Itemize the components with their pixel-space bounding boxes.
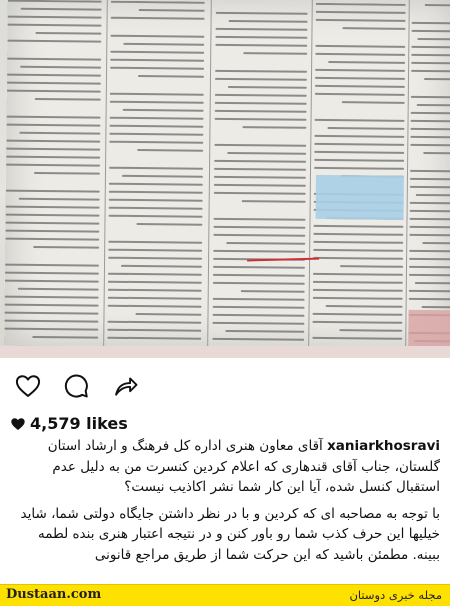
newspaper-text-line: [110, 59, 204, 62]
newspaper-text-line: [5, 264, 99, 267]
newspaper-text-line: [315, 119, 405, 122]
newspaper-text-line: [18, 288, 99, 291]
newspaper-text-line: [215, 70, 307, 73]
newspaper-text-line: [315, 85, 405, 88]
newspaper-text-line: [215, 94, 307, 97]
newspaper-text-line: [315, 53, 405, 56]
heart-outline-icon: [14, 372, 42, 400]
newspaper-text-line: [110, 35, 204, 38]
newspaper-text-line: [111, 1, 205, 4]
newspaper-text-line: [422, 242, 450, 244]
newspaper-text-line: [33, 246, 99, 249]
newspaper-text-line: [108, 281, 202, 284]
newspaper-text-line: [313, 225, 403, 228]
newspaper-column: [212, 2, 308, 343]
newspaper-text-line: [410, 186, 450, 188]
newspaper-text-line: [340, 265, 403, 268]
caption-paragraph: [8, 436, 440, 498]
newspaper-text-line: [315, 77, 405, 80]
newspaper-text-line: [107, 329, 201, 332]
newspaper-text-line: [107, 337, 201, 340]
newspaper-column: [408, 4, 450, 344]
caption-text-2: با توجه به مصاحبه ای که کردین و با در نظر داشتن جایگاه دولتی شما، شاید خیلیها این حرف کذب شما رو باور کنن و در نتیجه اعتبار هنری بنده لطمه ببینه. مطمئن باشید که این حرکت شما از طریق مراجع قانونی: [20, 505, 440, 563]
newspaper-text-line: [6, 164, 100, 167]
newspaper-text-line: [411, 70, 450, 72]
newspaper-text-line: [312, 321, 402, 324]
newspaper-text-line: [409, 258, 450, 260]
newspaper-text-line: [108, 289, 202, 292]
newspaper-text-line: [7, 116, 101, 119]
newspaper-text-line: [316, 3, 406, 6]
newspaper-text-line: [215, 78, 307, 81]
newspaper-text-line: [5, 272, 99, 275]
newspaper-text-line: [410, 170, 450, 172]
newspaper-text-line: [410, 218, 450, 220]
newspaper-text-line: [6, 206, 100, 209]
newspaper-column: [312, 3, 406, 344]
newspaper-text-line: [213, 306, 305, 309]
newspaper-text-line: [6, 148, 100, 151]
newspaper-text-line: [411, 62, 450, 64]
newspaper-text-line: [122, 175, 203, 178]
newspaper-text-line: [240, 290, 304, 293]
newspaper-text-line: [108, 241, 202, 244]
newspaper-text-line: [7, 58, 101, 61]
newspaper-text-line: [6, 140, 100, 143]
newspaper-text-line: [212, 338, 304, 341]
newspaper-text-line: [107, 321, 201, 324]
newspaper-text-line: [110, 117, 204, 120]
newspaper-text-line: [313, 273, 403, 276]
newspaper-text-line: [410, 128, 450, 130]
newspaper-column: [107, 1, 205, 342]
newspaper-text-line: [214, 144, 306, 147]
newspaper-text-line: [123, 109, 204, 112]
newspaper-text-line: [409, 274, 450, 276]
newspaper-text-line: [411, 112, 450, 114]
newspaper-text-line: [228, 20, 307, 23]
column-divider: [207, 0, 212, 348]
newspaper-text-line: [8, 24, 102, 27]
newspaper-text-line: [109, 199, 203, 202]
newspaper-text-line: [423, 152, 450, 154]
newspaper-text-line: [137, 149, 203, 152]
newspaper-text-line: [410, 202, 450, 204]
newspaper-text-line: [109, 125, 203, 128]
newspaper-text-line: [409, 290, 450, 292]
newspaper-text-line: [418, 38, 450, 40]
newspaper-text-line: [213, 234, 305, 237]
newspaper-text-line: [214, 160, 306, 163]
newspaper-text-line: [215, 110, 307, 113]
newspaper-text-line: [215, 102, 307, 105]
newspaper-text-line: [339, 329, 402, 332]
newspaper-text-line: [411, 96, 450, 98]
newspaper-text-line: [212, 322, 304, 325]
newspaper-text-line: [110, 93, 204, 96]
newspaper-text-line: [411, 120, 450, 122]
newspaper-paragraph-gap: [411, 86, 450, 96]
newspaper-text-line: [123, 43, 204, 46]
newspaper-text-line: [35, 98, 101, 101]
newspaper-text-line: [313, 257, 403, 260]
newspaper-text-line: [8, 0, 102, 3]
newspaper-text-line: [216, 12, 308, 15]
newspaper-text-line: [314, 135, 404, 138]
newspaper-text-line: [5, 222, 99, 225]
newspaper-text-line: [5, 312, 99, 315]
newspaper-text-line: [415, 282, 450, 284]
newspaper-text-line: [241, 200, 305, 203]
newspaper-text-line: [409, 298, 450, 300]
newspaper-text-line: [108, 305, 202, 308]
newspaper-text-line: [109, 183, 203, 186]
newspaper-text-line: [410, 178, 450, 180]
newspaper-highlight-box: [316, 175, 404, 220]
newspaper-text-line: [424, 78, 450, 80]
newspaper-text-line: [313, 313, 403, 316]
newspaper-text-line: [325, 305, 402, 308]
newspaper-text-line: [109, 167, 203, 170]
newspaper-text-line: [6, 156, 100, 159]
share-button[interactable]: [112, 372, 140, 400]
newspaper-text-line: [242, 126, 306, 129]
newspaper-paragraph-gap: [410, 160, 450, 170]
newspaper-text-line: [213, 250, 305, 253]
newspaper-text-line: [215, 28, 307, 31]
post-caption: [8, 436, 440, 582]
newspaper-text-line: [215, 36, 307, 39]
newspaper-text-line: [214, 184, 306, 187]
newspaper-text-line: [20, 132, 101, 135]
newspaper-text-line: [316, 19, 406, 22]
newspaper-text-line: [410, 144, 450, 146]
newspaper-text-line: [8, 16, 102, 19]
newspaper-text-line: [34, 172, 100, 175]
newspaper-text-line: [5, 304, 99, 307]
newspaper-text-line: [4, 320, 98, 323]
newspaper-text-line: [5, 280, 99, 283]
watermark-site: Dustaan.com: [6, 587, 102, 602]
newspaper-text-line: [19, 198, 100, 201]
newspaper-text-line: [314, 143, 404, 146]
newspaper-text-line: [411, 46, 450, 48]
newspaper-text-line: [313, 233, 403, 236]
newspaper-text-line: [343, 27, 406, 30]
newspaper-text-line: [5, 230, 99, 233]
newspaper-text-line: [313, 281, 403, 284]
watermark-tagline: مجله خبری دوستان: [349, 588, 442, 602]
newspaper-text-line: [7, 74, 101, 77]
caption-text-1: آقای معاون هنری اداره کل فرهنگ و ارشاد استان گلستان، جناب آقای قندهاری که اعلام کردین کنسرت من به دلیل عدم استقبال کنسل شده، آیا این کار شما نشر اکاذیب نیست؟: [47, 438, 440, 495]
likes-row[interactable]: [0, 412, 450, 436]
newspaper-text-line: [409, 234, 450, 236]
newspaper-text-line: [136, 313, 202, 316]
newspaper-text-line: [213, 226, 305, 229]
newspaper-text-line: [4, 328, 98, 331]
newspaper-text-line: [108, 273, 202, 276]
newspaper-text-line: [20, 66, 101, 69]
newspaper-text-line: [214, 192, 306, 195]
newspaper-text-line: [110, 101, 204, 104]
newspaper-text-line: [411, 30, 450, 32]
newspaper-text-line: [314, 167, 404, 170]
newspaper-text-line: [410, 210, 450, 212]
newspaper-text-line: [109, 133, 203, 136]
newspaper-text-line: [215, 118, 307, 121]
newspaper-text-line: [6, 214, 100, 217]
comment-button[interactable]: [62, 372, 90, 400]
heart-filled-icon: [10, 416, 26, 432]
share-arrow-icon: [112, 372, 140, 400]
newspaper-text-line: [422, 306, 450, 308]
newspaper-text-line: [213, 266, 305, 269]
newspaper-text-line: [409, 226, 450, 228]
newspaper-text-line: [109, 141, 203, 144]
newspaper-text-line: [215, 44, 307, 47]
newspaper-text-line: [327, 127, 404, 130]
newspaper-text-line: [108, 297, 202, 300]
post-action-bar: [0, 358, 450, 412]
newspaper-text-line: [315, 45, 405, 48]
newspaper-text-line: [227, 152, 306, 155]
newspaper-text-line: [243, 52, 307, 55]
newspaper-text-line: [213, 274, 305, 277]
newspaper-text-line: [108, 249, 202, 252]
newspaper-text-line: [110, 67, 204, 70]
photo-bottom-strip: [0, 346, 450, 358]
newspaper-text-line: [412, 22, 450, 24]
newspaper-text-line: [5, 238, 99, 241]
newspaper-text-line: [315, 93, 405, 96]
newspaper-text-line: [109, 191, 203, 194]
newspaper-text-line: [417, 104, 450, 106]
likes-count: 4,579 likes: [30, 414, 128, 433]
newspaper-text-line: [213, 218, 305, 221]
newspaper-text-line: [32, 336, 98, 339]
newspaper-text-line: [138, 75, 204, 78]
like-button[interactable]: [14, 372, 42, 400]
newspaper-text-line: [36, 32, 102, 35]
newspaper-text-line: [110, 51, 204, 54]
newspaper-text-line: [313, 297, 403, 300]
newspaper-text-line: [214, 168, 306, 171]
newspaper-text-line: [411, 54, 450, 56]
newspaper-text-line: [7, 40, 101, 43]
newspaper-text-line: [342, 101, 405, 104]
newspaper-text-line: [228, 86, 307, 89]
newspaper-column: [4, 0, 102, 341]
newspaper-text-line: [111, 17, 205, 20]
newspaper-text-line: [213, 282, 305, 285]
newspaper-text-line: [137, 223, 203, 226]
newspaper-text-line: [314, 159, 404, 162]
newspaper-text-line: [316, 11, 406, 14]
newspaper-text-line: [313, 241, 403, 244]
speech-bubble-icon: [62, 372, 90, 400]
newspaper-text-line: [214, 176, 306, 179]
newspaper-text-line: [7, 82, 101, 85]
newspaper-text-line: [409, 266, 450, 268]
newspaper-text-line: [213, 298, 305, 301]
newspaper-text-line: [313, 289, 403, 292]
newspaper-text-line: [21, 8, 102, 11]
newspaper-text-line: [139, 9, 205, 12]
newspaper-text-line: [312, 337, 402, 340]
caption-paragraph: [8, 504, 440, 566]
newspaper-text-line: [410, 136, 450, 138]
newspaper-text-line: [7, 90, 101, 93]
newspaper-text-line: [6, 124, 100, 127]
caption-username[interactable]: xaniarkhosravi: [327, 438, 440, 454]
newspaper-text-line: [328, 61, 405, 64]
newspaper-text-line: [409, 250, 450, 252]
newspaper-text-line: [121, 265, 202, 268]
newspaper-text-line: [6, 190, 100, 193]
newspaper-paragraph-gap: [412, 12, 450, 22]
newspaper-text-line: [108, 257, 202, 260]
newspaper-text-line: [5, 296, 99, 299]
newspaper-text-line: [109, 207, 203, 210]
newspaper-text-line: [313, 249, 403, 252]
newspaper-page: [4, 0, 450, 350]
newspaper-text-line: [314, 151, 404, 154]
watermark-bar: [0, 584, 450, 606]
newspaper-text-line: [416, 194, 450, 196]
newspaper-text-line: [226, 242, 305, 245]
newspaper-text-line: [212, 314, 304, 317]
newspaper-text-line: [425, 4, 450, 6]
newspaper-text-line: [109, 215, 203, 218]
newspaper-text-line: [315, 69, 405, 72]
newspaper-text-line: [225, 330, 304, 333]
